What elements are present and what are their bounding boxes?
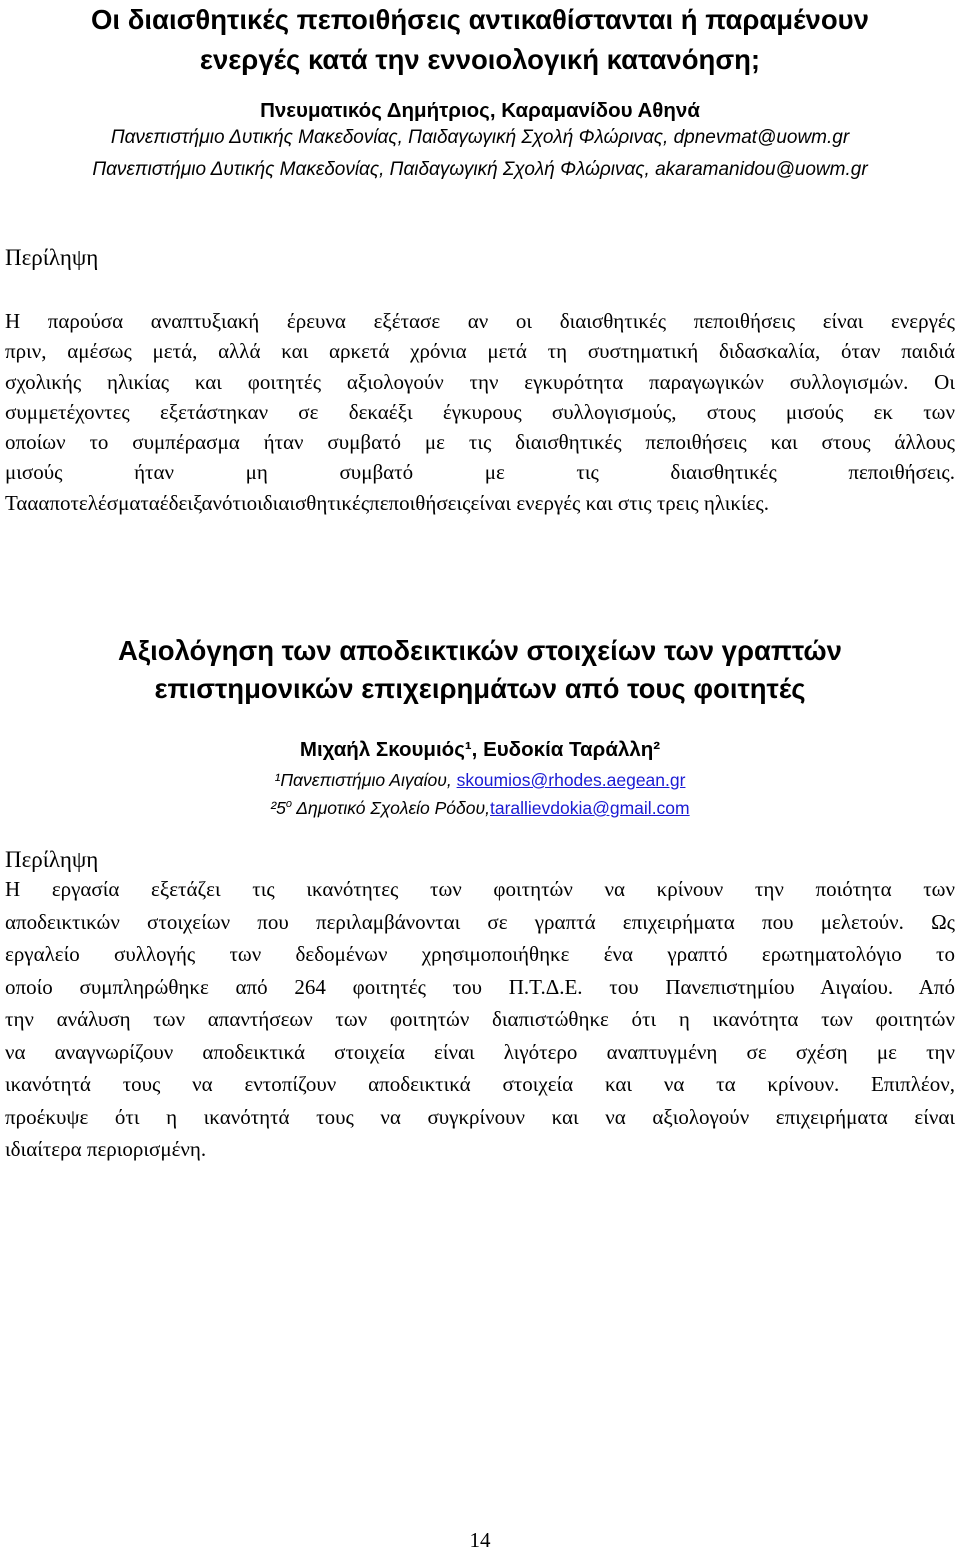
abstract-line: οποίων το συμπέρασμα ήταν συμβατό με τις διαισθητικές πεποιθήσεις και στους άλλους <box>5 430 955 455</box>
article1-title <box>0 0 960 80</box>
page-number: 14 <box>469 1528 491 1552</box>
abstract-line: συμμετέχοντες εξετάστηκαν σε δεκαέξι έγκυρους συλλογισμούς, στους μισούς εκ των <box>5 399 955 424</box>
article2-affiliation-2 <box>0 792 960 820</box>
article1-abstract <box>5 306 955 518</box>
affiliation-text: ²5 <box>270 797 286 818</box>
abstract-line: Η παρούσα αναπτυξιακή έρευνα εξέτασε αν οι διαισθητικές πεποιθήσεις είναι ενεργές <box>5 309 955 333</box>
abstract-line: προέκυψε ότι η ικανότητά τους να συγκρίνουν και να αξιολογούν επιχειρήματα είναι <box>5 1104 955 1129</box>
article1-title-line: ενεργές κατά την εννοιολογική κατανόηση; <box>199 44 761 75</box>
abstract-line: εργαλείο συλλογής των δεδομένων χρησιμοποιήθηκε ένα γραπτό ερωτηματολόγιο το <box>5 942 955 966</box>
abstract-line: Η εργασία εξετάζει τις ικανότητες των φοιτητών να κρίνουν την ποιότητα των <box>5 877 955 901</box>
ordinal-superscript: ο <box>285 798 293 810</box>
article2-affiliation-1 <box>0 768 960 792</box>
abstract-line: σχολικής ηλικίας και φοιτητές αξιολογούν την εγκυρότητα παραγωγικών συλλογισμών. Οι <box>5 369 955 394</box>
affiliation-text: Δημοτικό Σχολείο Ρόδου, <box>292 797 490 818</box>
article2-title-line: επιστημονικών επιχειρημάτων από τους φοιτητές <box>154 673 806 704</box>
abstract-line: ιδιαίτερα περιορισμένη. <box>5 1137 207 1161</box>
abstract-line: Ταααποτελέσματαέδειξανότιοιδιαισθητικέςπεποιθήσειςείναι ενεργές και στις τρεις ηλικίες. <box>5 490 769 515</box>
abstract-line: πριν, αμέσως μετά, αλλά και αρκετά χρόνια μετά τη συστηματική διδασκαλία, όταν παιδιά <box>5 339 955 364</box>
abstract-line: να αναγνωρίζουν αποδεικτικά στοιχεία είναι λιγότερο αναπτυγμένη σε σχέση με την <box>5 1039 955 1064</box>
article2-authors: Μιχαήλ Σκουμιός¹, Ευδοκία Ταράλλη² <box>299 738 661 761</box>
article2-title <box>0 632 960 708</box>
abstract-line: ικανότητά τους να εντοπίζουν αποδεικτικά στοιχεία και να τα κρίνουν. Επιπλέον, <box>5 1072 955 1096</box>
article1-title-line: Οι διαισθητικές πεποιθήσεις αντικαθίστανται ή παραμένουν <box>91 4 869 35</box>
affiliation-text: ¹Πανεπιστήμιο Αιγαίου, <box>274 770 457 790</box>
article1-affiliation: Πανεπιστήμιο Δυτικής Μακεδονίας, Παιδαγωγική Σχολή Φλώρινας, akaramanidou@uowm.gr <box>92 159 868 180</box>
abstract-line: μισούς ήταν μη συμβατό με τις διαισθητικές πεποιθήσεις. <box>5 460 955 485</box>
article2-abstract <box>5 873 955 1166</box>
article2-abstract-heading: Περίληψη <box>5 847 99 872</box>
email-link[interactable]: skoumios@rhodes.aegean.gr <box>456 770 686 790</box>
article1-abstract-heading: Περίληψη <box>5 245 99 270</box>
article1-authors: Πνευματικός Δημήτριος, Καραμανίδου Αθηνά <box>260 99 700 122</box>
abstract-line: αποδεικτικών στοιχείων που περιλαμβάνονται σε γραπτά επιχειρήματα που μελετούν. Ως <box>5 909 955 934</box>
article2-title-line: Αξιολόγηση των αποδεικτικών στοιχείων των γραπτών <box>118 635 842 666</box>
abstract-line: την ανάλυση των απαντήσεων των φοιτητών διαπιστώθηκε ότι η ικανότητα των φοιτητών <box>5 1007 955 1031</box>
abstract-line: οποίο συμπληρώθηκε από 264 φοιτητές του Π.Τ.Δ.Ε. του Πανεπιστημίου Αιγαίου. Από <box>5 974 955 999</box>
article1-affiliation: Πανεπιστήμιο Δυτικής Μακεδονίας, Παιδαγωγική Σχολή Φλώρινας, dpnevmat@uowm.gr <box>110 127 850 148</box>
email-link[interactable]: tarallievdokia@gmail.com <box>489 797 690 818</box>
